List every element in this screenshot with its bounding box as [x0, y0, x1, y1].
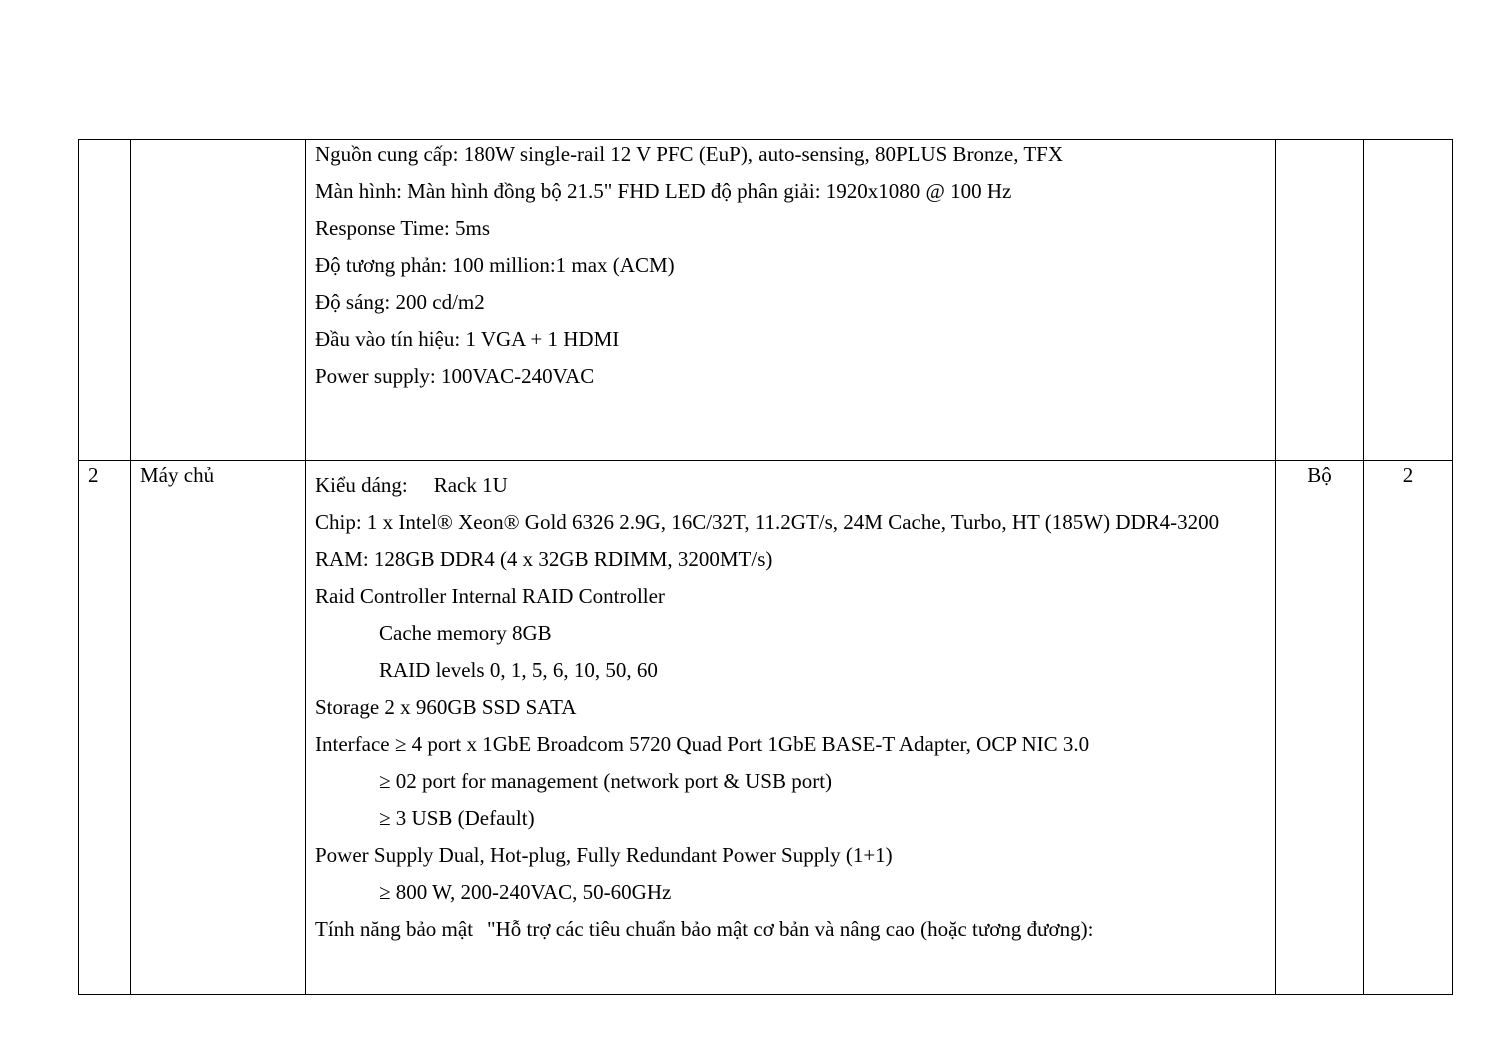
spec-line: Response Time: 5ms — [315, 216, 491, 240]
form-factor-label: Kiểu dáng: — [315, 473, 408, 497]
security-label: Tính năng bảo mật — [315, 917, 474, 941]
spec-line: Đầu vào tín hiệu: 1 VGA + 1 HDMI — [315, 327, 620, 351]
spec-line-form-factor — [315, 472, 1266, 498]
spec-line-interface: Interface ≥ 4 port x 1GbE Broadcom 5720 Quad Port 1GbE BASE-T Adapter, OCP NIC 3.0 — [315, 732, 1090, 756]
spec-line-power-spec: ≥ 800 W, 200-240VAC, 50-60GHz — [379, 880, 672, 904]
quantity-cell: 2 — [1364, 461, 1453, 995]
spec-line-storage: Storage 2 x 960GB SSD SATA — [315, 695, 577, 719]
spec-line-usb: ≥ 3 USB (Default) — [379, 806, 535, 830]
table-row — [79, 461, 1453, 995]
quantity-cell — [1364, 140, 1453, 461]
row-number-cell: 2 — [79, 461, 131, 995]
spec-line-cache: Cache memory 8GB — [379, 621, 552, 645]
table-row — [79, 140, 1453, 461]
spec-line: Độ tương phản: 100 million:1 max (ACM) — [315, 253, 675, 277]
unit-cell — [1276, 140, 1364, 461]
spec-line-raid: Raid Controller Internal RAID Controller — [315, 584, 665, 608]
spec-description-cell — [306, 140, 1276, 461]
spec-line-security — [315, 916, 1266, 942]
spec-line-management: ≥ 02 port for management (network port & USB port) — [379, 769, 833, 793]
spec-line: Độ sáng: 200 cd/m2 — [315, 290, 485, 314]
form-factor-value: Rack 1U — [433, 473, 508, 497]
spec-line: Màn hình: Màn hình đồng bộ 21.5" FHD LED độ phân giải: 1920x1080 @ 100 Hz — [315, 179, 1012, 203]
spec-line: Nguồn cung cấp: 180W single-rail 12 V PFC (EuP), auto-sensing, 80PLUS Bronze, TFX — [315, 142, 1063, 166]
item-name-cell — [131, 140, 306, 461]
spec-line-power-supply: Power Supply Dual, Hot-plug, Fully Redundant Power Supply (1+1) — [315, 843, 893, 867]
row-number-cell — [79, 140, 131, 461]
spec-description-cell — [306, 461, 1276, 995]
spec-line-ram: RAM: 128GB DDR4 (4 x 32GB RDIMM, 3200MT/s) — [315, 547, 773, 571]
unit-cell: Bộ — [1276, 461, 1364, 995]
spec-line: Power supply: 100VAC-240VAC — [315, 364, 595, 388]
security-value: "Hỗ trợ các tiêu chuẩn bảo mật cơ bản và nâng cao (hoặc tương đương): — [487, 917, 1094, 941]
spec-table — [78, 139, 1453, 995]
spec-line-raid-levels: RAID levels 0, 1, 5, 6, 10, 50, 60 — [379, 658, 658, 682]
spec-line-chip: Chip: 1 x Intel® Xeon® Gold 6326 2.9G, 16C/32T, 11.2GT/s, 24M Cache, Turbo, HT (185W) DDR4-3200 — [315, 510, 1220, 534]
item-name-cell: Máy chủ — [131, 461, 306, 995]
